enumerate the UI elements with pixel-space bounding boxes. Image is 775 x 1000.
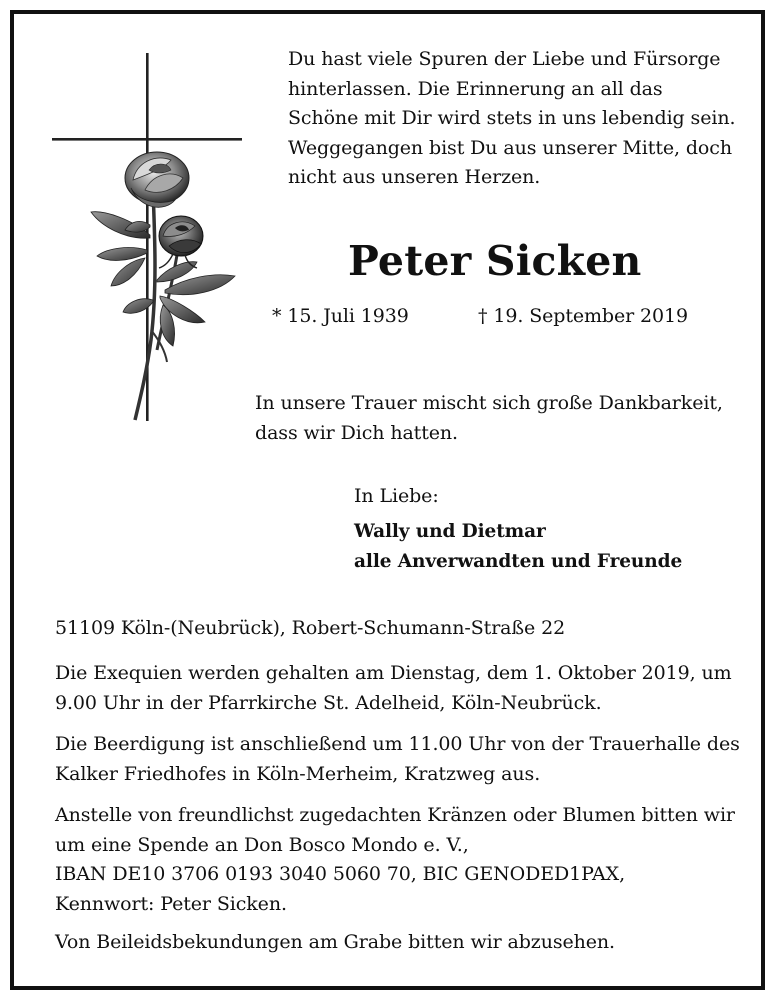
donation-line: um eine Spende an Don Bosco Mondo e. V.,: [55, 833, 469, 856]
gratitude-text: [255, 389, 723, 448]
death-date: † 19. September 2019: [478, 305, 688, 327]
donation-line: IBAN DE10 3706 0193 3040 5060 70, BIC GENODED1PAX,: [55, 863, 626, 885]
motto-line: Du hast viele Spuren der Liebe und Fürsorge: [288, 48, 721, 70]
mourners-intro: In Liebe:: [354, 485, 439, 507]
exequien-line: Die Exequien werden gehalten am Dienstag, dem 1. Oktober 2019, um: [55, 662, 732, 684]
condolences-notice: Von Beileidsbekundungen am Grabe bitten wir abzusehen.: [55, 931, 615, 953]
mourner-name: alle Anverwandten und Freunde: [354, 551, 683, 572]
address-text: 51109 Köln-(Neubrück), Robert-Schumann-Straße 22: [55, 617, 566, 639]
donation-line: Anstelle von freundlichst zugedachten Kränzen oder Blumen bitten wir: [55, 804, 735, 826]
motto-line: nicht aus unseren Herzen.: [288, 166, 541, 188]
motto-line: Weggegangen bist Du aus unserer Mitte, doch: [288, 136, 732, 159]
donation-notice: [55, 801, 735, 919]
burial-line: Die Beerdigung ist anschließend um 11.00 Uhr von der Trauerhalle des: [55, 733, 740, 755]
motto-line: hinterlassen. Die Erinnerung an all das: [288, 77, 663, 100]
donation-line: Kennwort: Peter Sicken.: [55, 892, 287, 915]
cross-with-roses-icon: [45, 50, 250, 425]
gratitude-line: dass wir Dich hatten.: [255, 421, 458, 444]
exequien-notice: [55, 659, 732, 718]
exequien-line: 9.00 Uhr in der Pfarrkirche St. Adelheid, Köln-Neubrück.: [55, 691, 602, 714]
deceased-name: Peter Sicken: [348, 237, 642, 285]
birth-date: * 15. Juli 1939: [272, 305, 409, 327]
mourner-name: Wally und Dietmar: [354, 521, 546, 542]
gratitude-line: In unsere Trauer mischt sich große Dankbarkeit,: [255, 392, 723, 414]
mourners-names: [354, 517, 682, 577]
burial-notice: [55, 730, 740, 789]
motto-text: [288, 45, 735, 193]
burial-line: Kalker Friedhofes in Köln-Merheim, Kratzweg aus.: [55, 762, 541, 785]
motto-line: Schöne mit Dir wird stets in uns lebendig sein.: [288, 107, 736, 129]
